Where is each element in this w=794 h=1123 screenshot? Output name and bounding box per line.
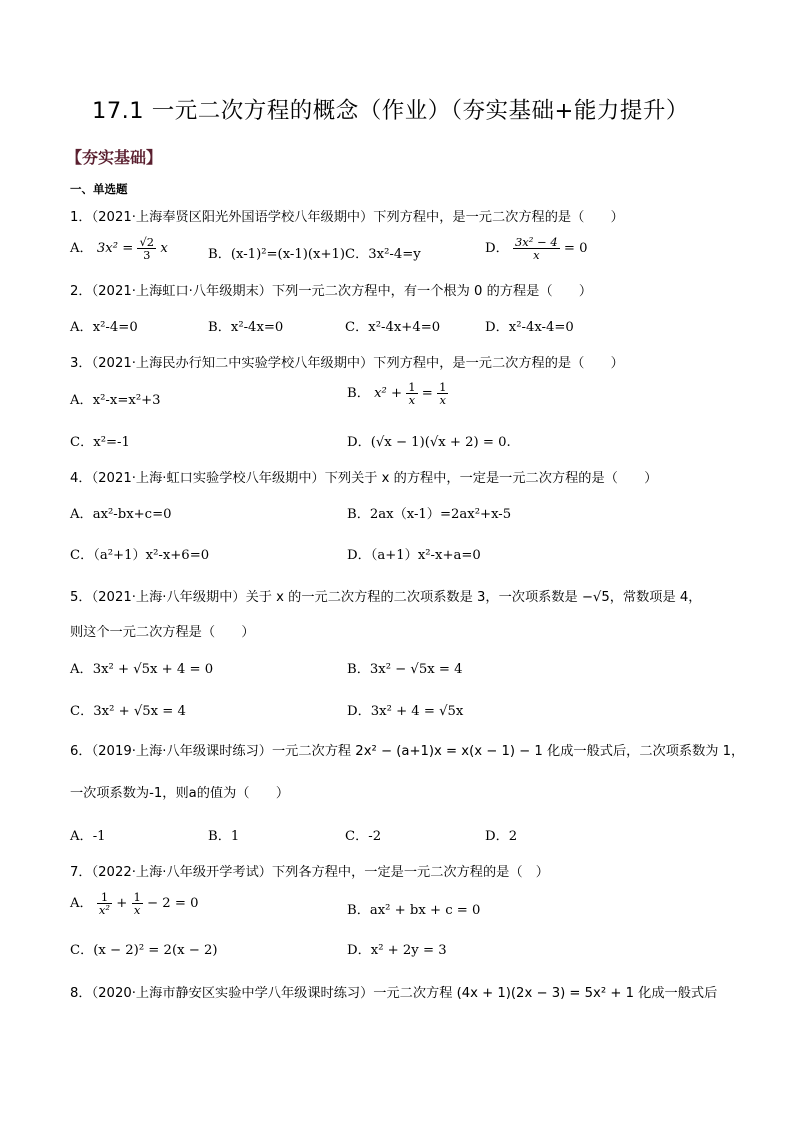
question-4-stem: 4．（2021·上海·虹口实验学校八年级期中）下列关于 x 的方程中，一定是一元二次方程的是（ ） <box>70 471 658 486</box>
math-text: x <box>160 241 168 257</box>
numerator: 1 <box>408 380 416 394</box>
math-text: = <box>421 386 433 402</box>
question-1-option-b: B．(x-1)²=(x-1)(x+1) <box>208 247 346 262</box>
question-7-option-c: C．(x − 2)² = 2(x − 2) <box>70 943 218 958</box>
question-1-option-c: C．3x²-4=y <box>345 247 421 262</box>
question-6-stem-cont: 一次项系数为-1，则a的值为（ ） <box>70 786 290 801</box>
question-7-option-d: D．x² + 2y = 3 <box>347 943 447 958</box>
option-label: D． <box>485 241 509 257</box>
question-5-option-c: C．3x² + √5x = 4 <box>70 704 186 719</box>
math-text: + <box>116 896 128 912</box>
math-text: = 0 <box>563 241 588 257</box>
math-text: 3x² = <box>96 241 134 257</box>
question-6-option-c: C．-2 <box>345 829 382 844</box>
question-3-option-b <box>347 381 448 406</box>
question-5-stem: 5．（2021·上海·八年级期中）关于 x 的一元二次方程的二次项系数是 3，一次项系数是 −√5，常数项是 4， <box>70 590 702 605</box>
numerator: 1 <box>439 380 447 394</box>
fraction <box>97 891 112 916</box>
denominator: 3 <box>143 248 151 263</box>
question-7-stem: 7．（2022·上海·八年级开学考试）下列各方程中，一定是一元二次方程的是（ ） <box>70 865 549 880</box>
question-3-option-a: A．x²-x=x²+3 <box>70 393 161 408</box>
question-5-option-a: A．3x² + √5x + 4 = 0 <box>70 662 214 677</box>
question-1-option-d <box>485 236 588 261</box>
math-text: − 2 = 0 <box>147 896 199 912</box>
denominator: x² <box>98 903 111 918</box>
subsection-heading: 一、单选题 <box>70 182 128 196</box>
fraction <box>132 891 143 916</box>
denominator: x <box>439 393 446 408</box>
question-1-option-a <box>70 236 168 261</box>
question-6-option-d: D．2 <box>485 829 518 844</box>
option-label: A． <box>70 896 93 912</box>
question-5-option-b: B．3x² − √5x = 4 <box>347 662 463 677</box>
question-6-stem: 6．（2019·上海·八年级课时练习）一元二次方程 2x² − (a+1)x = x(x − 1) − 1 化成一般式后，二次项系数为 1， <box>70 744 745 759</box>
question-6-option-b: B．1 <box>208 829 240 844</box>
question-3-option-c: C．x²=-1 <box>70 435 130 450</box>
numerator: √2 <box>139 235 155 249</box>
fraction <box>137 236 156 261</box>
numerator: 1 <box>97 891 112 904</box>
question-3-stem: 3．（2021·上海民办行知二中实验学校八年级期中）下列方程中，是一元二次方程的是（ ） <box>70 356 624 371</box>
math-text: x² + <box>374 386 403 402</box>
document-title: 17.1 一元二次方程的概念（作业）（夯实基础+能力提升） <box>92 98 689 124</box>
option-label: A． <box>70 241 93 257</box>
fraction <box>513 236 560 261</box>
question-2-option-c: C．x²-4x+4=0 <box>345 320 441 335</box>
fraction <box>406 381 417 406</box>
question-3-option-d: D．(√x − 1)(√x + 2) = 0. <box>347 435 511 450</box>
section-heading: 【夯实基础】 <box>66 148 163 167</box>
numerator: 3x² − 4 <box>514 235 558 249</box>
question-5-stem-cont: 则这个一元二次方程是（ ） <box>70 625 255 640</box>
option-label: B． <box>347 386 370 402</box>
numerator: 1 <box>133 890 141 904</box>
question-2-option-b: B．x²-4x=0 <box>208 320 284 335</box>
denominator: x <box>133 903 141 918</box>
question-8-stem: 8．（2020·上海市静安区实验中学八年级课时练习）一元二次方程 (4x + 1)(2x − 3) = 5x² + 1 化成一般式后 <box>70 986 718 1001</box>
question-2-option-a: A．x²-4=0 <box>70 320 138 335</box>
question-7-option-a <box>70 891 199 916</box>
question-2-option-d: D．x²-4x-4=0 <box>485 320 574 335</box>
fraction <box>437 381 448 406</box>
question-4-option-d: D．（a+1）x²-x+a=0 <box>347 548 481 563</box>
question-4-option-c: C．（a²+1）x²-x+6=0 <box>70 548 210 563</box>
denominator: x <box>408 393 416 408</box>
question-2-stem: 2．（2021·上海虹口·八年级期末）下列一元二次方程中，有一个根为 0 的方程是（ ） <box>70 284 593 299</box>
question-1-stem: 1．（2021·上海奉贤区阳光外国语学校八年级期中）下列方程中，是一元二次方程的是（ ） <box>70 210 624 225</box>
question-4-option-a: A．ax²-bx+c=0 <box>70 507 172 522</box>
question-6-option-a: A．-1 <box>70 829 106 844</box>
denominator: x <box>533 248 540 263</box>
question-7-option-b: B．ax² + bx + c = 0 <box>347 903 481 918</box>
question-4-option-b: B．2ax（x-1）=2ax²+x-5 <box>347 507 512 522</box>
question-5-option-d: D．3x² + 4 = √5x <box>347 704 464 719</box>
